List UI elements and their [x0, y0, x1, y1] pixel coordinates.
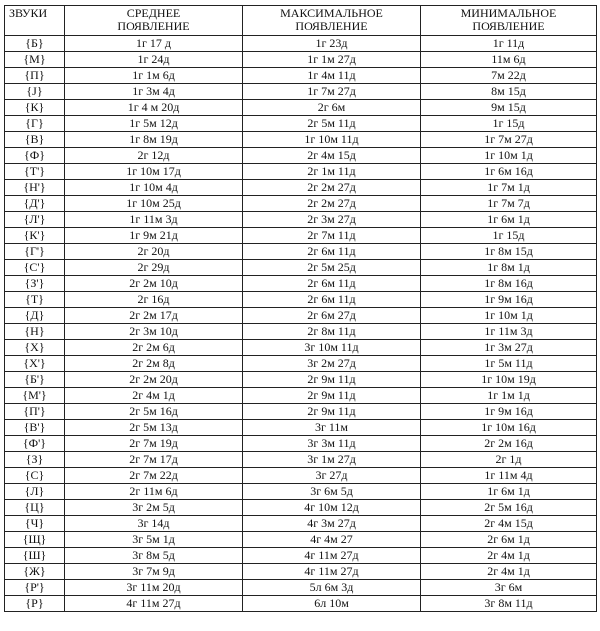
table-row — [5, 340, 597, 356]
maximum-cell: 2г 3м 27д — [243, 212, 421, 228]
table-row — [5, 388, 597, 404]
table-row — [5, 420, 597, 436]
table-row — [5, 468, 597, 484]
maximum-cell: 2г 2м 27д — [243, 196, 421, 212]
maximum-cell: 3г 3м 11д — [243, 436, 421, 452]
maximum-cell: 3г 6м 5д — [243, 484, 421, 500]
maximum-cell: 2г 6м 11д — [243, 244, 421, 260]
average-cell: 2г 3м 10д — [65, 324, 243, 340]
table-row — [5, 180, 597, 196]
sound-cell: {П'} — [5, 404, 65, 420]
table-row — [5, 84, 597, 100]
average-cell: 2г 5м 16д — [65, 404, 243, 420]
minimum-cell: 1г 3м 27д — [421, 340, 597, 356]
maximum-cell: 2г 8м 11д — [243, 324, 421, 340]
average-cell: 1г 10м 17д — [65, 164, 243, 180]
maximum-cell: 6л 10м — [243, 596, 421, 612]
minimum-cell: 2г 4м 1д — [421, 564, 597, 580]
average-cell: 1г 5м 12д — [65, 116, 243, 132]
sound-cell: {З'} — [5, 276, 65, 292]
maximum-cell: 2г 5м 11д — [243, 116, 421, 132]
average-cell: 2г 2м 10д — [65, 276, 243, 292]
maximum-cell: 1г 7м 27д — [243, 84, 421, 100]
minimum-cell: 1г 6м 1д — [421, 484, 597, 500]
maximum-cell: 2г 6м 11д — [243, 276, 421, 292]
minimum-cell: 3г 8м 11д — [421, 596, 597, 612]
minimum-cell: 2г 1д — [421, 452, 597, 468]
sound-cell: {П} — [5, 68, 65, 84]
table-row — [5, 132, 597, 148]
table-row — [5, 404, 597, 420]
table-row — [5, 276, 597, 292]
table-row — [5, 292, 597, 308]
average-cell: 1г 1м 6д — [65, 68, 243, 84]
sound-cell: {Г'} — [5, 244, 65, 260]
minimum-cell: 1г 10м 1д — [421, 148, 597, 164]
average-cell: 2г 29д — [65, 260, 243, 276]
sound-cell: {З} — [5, 452, 65, 468]
sound-cell: {Ж} — [5, 564, 65, 580]
maximum-cell: 4г 4м 27 — [243, 532, 421, 548]
average-cell: 1г 24д — [65, 52, 243, 68]
average-cell: 2г 2м 6д — [65, 340, 243, 356]
maximum-cell: 2г 4м 15д — [243, 148, 421, 164]
table-row — [5, 564, 597, 580]
maximum-cell: 3г 2м 27д — [243, 356, 421, 372]
average-cell: 4г 11м 27д — [65, 596, 243, 612]
sound-cell: {Ц} — [5, 500, 65, 516]
table-row — [5, 436, 597, 452]
minimum-cell: 8м 15д — [421, 84, 597, 100]
table-row — [5, 68, 597, 84]
header-maximum: МАКСИМАЛЬНОЕ ПОЯВЛЕНИЕ — [243, 6, 421, 36]
average-cell: 2г 4м 1д — [65, 388, 243, 404]
maximum-cell: 2г 6м 27д — [243, 308, 421, 324]
table-row — [5, 372, 597, 388]
average-cell: 3г 2м 5д — [65, 500, 243, 516]
sound-cell: {Р} — [5, 596, 65, 612]
table-row — [5, 532, 597, 548]
sound-cell: {Н} — [5, 324, 65, 340]
sound-cell: {Л'} — [5, 212, 65, 228]
sound-cell: {В'} — [5, 420, 65, 436]
sound-cell: {Б} — [5, 36, 65, 52]
sound-cell: {С} — [5, 468, 65, 484]
minimum-cell: 2г 4м 15д — [421, 516, 597, 532]
maximum-cell: 2г 7м 11д — [243, 228, 421, 244]
table-row — [5, 228, 597, 244]
table-row — [5, 164, 597, 180]
minimum-cell: 1г 10м 19д — [421, 372, 597, 388]
maximum-cell: 2г 6м — [243, 100, 421, 116]
table-row — [5, 148, 597, 164]
maximum-cell: 1г 23д — [243, 36, 421, 52]
sound-cell: {Ф'} — [5, 436, 65, 452]
maximum-cell: 2г 6м 11д — [243, 292, 421, 308]
sound-cell: {J} — [5, 84, 65, 100]
average-cell: 1г 9м 21д — [65, 228, 243, 244]
sound-cell: {Ш} — [5, 548, 65, 564]
maximum-cell: 5л 6м 3д — [243, 580, 421, 596]
sound-cell: {Х'} — [5, 356, 65, 372]
average-cell: 1г 17 д — [65, 36, 243, 52]
minimum-cell: 1г 5м 11д — [421, 356, 597, 372]
table-row — [5, 356, 597, 372]
maximum-cell: 3г 10м 11д — [243, 340, 421, 356]
maximum-cell: 2г 5м 25д — [243, 260, 421, 276]
average-cell: 2г 7м 17д — [65, 452, 243, 468]
minimum-cell: 2г 6м 1д — [421, 532, 597, 548]
minimum-cell: 1г 15д — [421, 116, 597, 132]
sound-cell: {С'} — [5, 260, 65, 276]
minimum-cell: 1г 7м 7д — [421, 196, 597, 212]
average-cell: 3г 8м 5д — [65, 548, 243, 564]
maximum-cell: 4г 10м 12д — [243, 500, 421, 516]
sound-cell: {Р'} — [5, 580, 65, 596]
sound-cell: {Т'} — [5, 164, 65, 180]
average-cell: 3г 7м 9д — [65, 564, 243, 580]
maximum-cell: 2г 9м 11д — [243, 372, 421, 388]
average-cell: 2г 7м 19д — [65, 436, 243, 452]
minimum-cell: 1г 11м 4д — [421, 468, 597, 484]
average-cell: 3г 11м 20д — [65, 580, 243, 596]
header-average: СРЕДНЕЕ ПОЯВЛЕНИЕ — [65, 6, 243, 36]
average-cell: 2г 2м 20д — [65, 372, 243, 388]
average-cell: 3г 14д — [65, 516, 243, 532]
table-row — [5, 308, 597, 324]
average-cell: 3г 5м 1д — [65, 532, 243, 548]
minimum-cell: 7м 22д — [421, 68, 597, 84]
minimum-cell: 1г 7м 1д — [421, 180, 597, 196]
average-cell: 1г 3м 4д — [65, 84, 243, 100]
table-row — [5, 116, 597, 132]
maximum-cell: 1г 4м 11д — [243, 68, 421, 84]
sound-cell: {В} — [5, 132, 65, 148]
sound-cell: {Г} — [5, 116, 65, 132]
minimum-cell: 1г 6м 1д — [421, 212, 597, 228]
average-cell: 2г 7м 22д — [65, 468, 243, 484]
minimum-cell: 1г 11м 3д — [421, 324, 597, 340]
sound-cell: {Х} — [5, 340, 65, 356]
table-row — [5, 260, 597, 276]
maximum-cell: 4г 11м 27д — [243, 564, 421, 580]
maximum-cell: 1г 10м 11д — [243, 132, 421, 148]
sound-cell: {Н'} — [5, 180, 65, 196]
table-row — [5, 100, 597, 116]
average-cell: 2г 2м 8д — [65, 356, 243, 372]
table-body — [5, 36, 597, 612]
minimum-cell: 1г 10м 16д — [421, 420, 597, 436]
table-row — [5, 548, 597, 564]
minimum-cell: 1г 8м 1д — [421, 260, 597, 276]
minimum-cell: 1г 8м 16д — [421, 276, 597, 292]
sound-cell: {Ч} — [5, 516, 65, 532]
minimum-cell: 1г 7м 27д — [421, 132, 597, 148]
table-row — [5, 52, 597, 68]
maximum-cell: 2г 1м 11д — [243, 164, 421, 180]
sound-cell: {М'} — [5, 388, 65, 404]
maximum-cell: 2г 2м 27д — [243, 180, 421, 196]
average-cell: 2г 16д — [65, 292, 243, 308]
minimum-cell: 2г 2м 16д — [421, 436, 597, 452]
minimum-cell: 2г 4м 1д — [421, 548, 597, 564]
sound-cell: {К'} — [5, 228, 65, 244]
average-cell: 1г 8м 19д — [65, 132, 243, 148]
table-row — [5, 196, 597, 212]
average-cell: 2г 11м 6д — [65, 484, 243, 500]
maximum-cell: 4г 3м 27д — [243, 516, 421, 532]
minimum-cell: 1г 9м 16д — [421, 404, 597, 420]
maximum-cell: 4г 11м 27д — [243, 548, 421, 564]
sound-cell: {Д} — [5, 308, 65, 324]
table-row — [5, 452, 597, 468]
minimum-cell: 1г 10м 1д — [421, 308, 597, 324]
sound-cell: {Ф} — [5, 148, 65, 164]
minimum-cell: 1г 8м 15д — [421, 244, 597, 260]
table-row — [5, 580, 597, 596]
maximum-cell: 1г 1м 27д — [243, 52, 421, 68]
average-cell: 2г 20д — [65, 244, 243, 260]
sound-cell: {Д'} — [5, 196, 65, 212]
table-row — [5, 212, 597, 228]
maximum-cell: 3г 27д — [243, 468, 421, 484]
minimum-cell: 1г 9м 16д — [421, 292, 597, 308]
table-row — [5, 596, 597, 612]
sound-cell: {М} — [5, 52, 65, 68]
minimum-cell: 1г 11д — [421, 36, 597, 52]
table-row — [5, 36, 597, 52]
average-cell: 1г 11м 3д — [65, 212, 243, 228]
sound-cell: {Щ} — [5, 532, 65, 548]
table-row — [5, 484, 597, 500]
table-row — [5, 244, 597, 260]
sound-appearance-table — [4, 5, 597, 612]
average-cell: 1г 4 м 20д — [65, 100, 243, 116]
table-row — [5, 516, 597, 532]
minimum-cell: 2г 5м 16д — [421, 500, 597, 516]
average-cell: 2г 5м 13д — [65, 420, 243, 436]
minimum-cell: 11м 6д — [421, 52, 597, 68]
average-cell: 2г 12д — [65, 148, 243, 164]
maximum-cell: 2г 9м 11д — [243, 388, 421, 404]
maximum-cell: 3г 1м 27д — [243, 452, 421, 468]
sound-cell: {Т} — [5, 292, 65, 308]
maximum-cell: 3г 11м — [243, 420, 421, 436]
table-row — [5, 500, 597, 516]
minimum-cell: 9м 15д — [421, 100, 597, 116]
document-page — [4, 5, 596, 612]
sound-cell: {Л} — [5, 484, 65, 500]
average-cell: 1г 10м 25д — [65, 196, 243, 212]
minimum-cell: 1г 6м 16д — [421, 164, 597, 180]
average-cell: 2г 2м 17д — [65, 308, 243, 324]
sound-cell: {Б'} — [5, 372, 65, 388]
average-cell: 1г 10м 4д — [65, 180, 243, 196]
table-row — [5, 324, 597, 340]
minimum-cell: 1г 15д — [421, 228, 597, 244]
minimum-cell: 1г 1м 1д — [421, 388, 597, 404]
header-minimum: МИНИМАЛЬНОЕ ПОЯВЛЕНИЕ — [421, 6, 597, 36]
minimum-cell: 3г 6м — [421, 580, 597, 596]
maximum-cell: 2г 9м 11д — [243, 404, 421, 420]
header-sounds: ЗВУКИ — [5, 6, 65, 36]
header-row — [5, 6, 597, 36]
sound-cell: {К} — [5, 100, 65, 116]
